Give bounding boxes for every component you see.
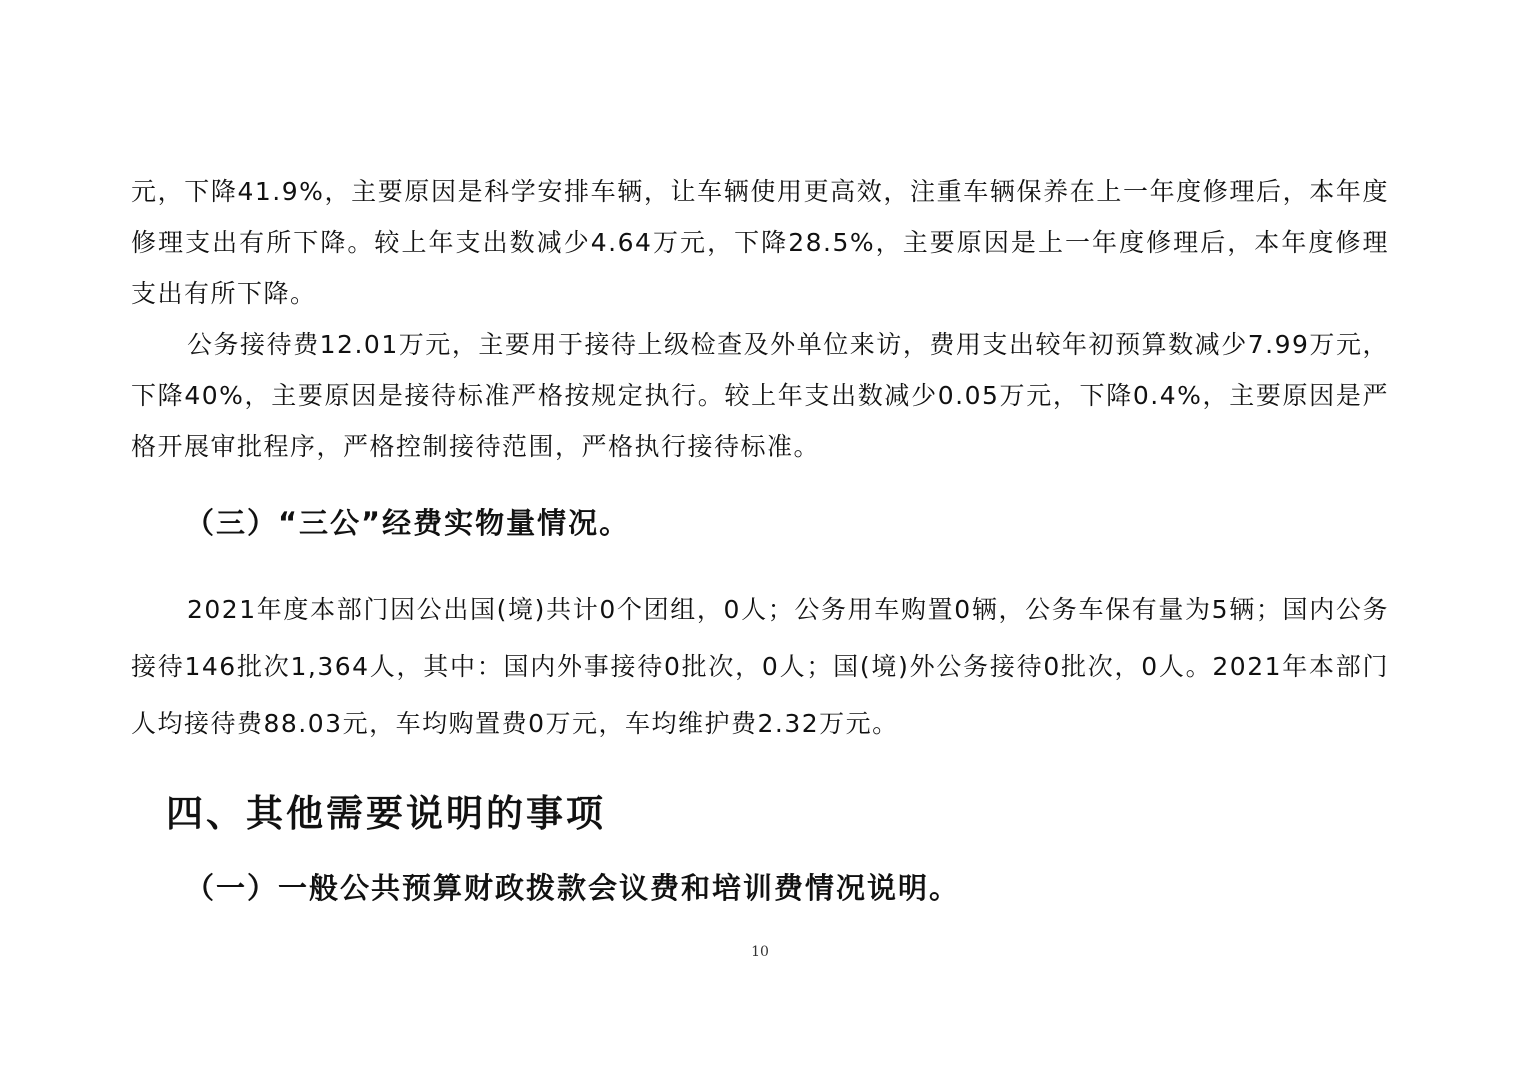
paragraph-physical-quantity: 2021年度本部门因公出国(境)共计0个团组，0人；公务用车购置0辆，公务车保有量为5辆；国内公务接待146批次1,364人，其中：国内外事接待0批次，0人；国(境)外公务接待0批次，0人。2021年本部门人均接待费88.03元，车均购置费0万元，车均维护费2.32万元。 xyxy=(131,595,1389,738)
section-heading-other-matters: 四、其他需要说明的事项 xyxy=(166,792,606,835)
heading-physical-quantity: （三）“三公”经费实物量情况。 xyxy=(185,506,631,540)
heading-meeting-training: （一）一般公共预算财政拨款会议费和培训费情况说明。 xyxy=(185,871,961,905)
paragraph-reception-expenses: 公务接待费12.01万元，主要用于接待上级检查及外单位来访，费用支出较年初预算数减少7.99万元，下降40%，主要原因是接待标准严格按规定执行。较上年支出数减少0.05万元，下降0.4%，主要原因是严格开展审批程序，严格控制接待范围，严格执行接待标准。 xyxy=(131,330,1389,461)
paragraph-vehicle-repair: 元，下降41.9%，主要原因是科学安排车辆，让车辆使用更高效，注重车辆保养在上一年度修理后，本年度修理支出有所下降。较上年支出数减少4.64万元，下降28.5%，主要原因是上一年度修理后，本年度修理支出有所下降。 xyxy=(131,177,1389,308)
page-number: 10 xyxy=(751,944,769,960)
